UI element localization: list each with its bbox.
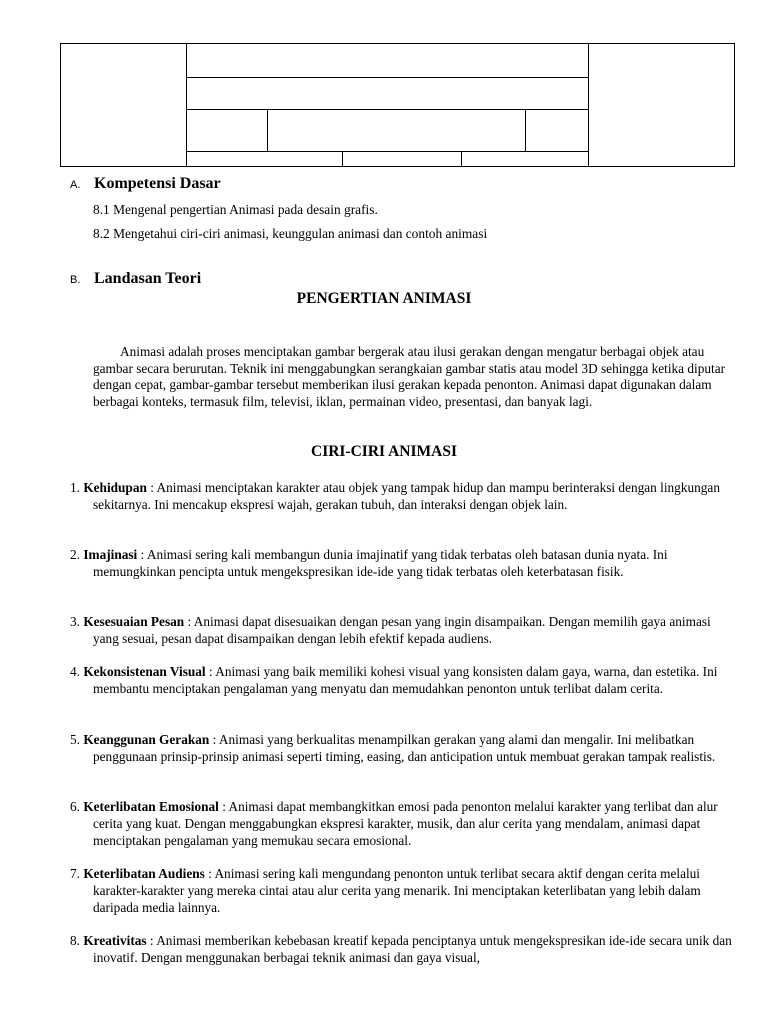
section-b-letter: B. <box>70 274 81 286</box>
section-b-heading <box>70 270 201 288</box>
pengertian-heading: PENGERTIAN ANIMASI <box>296 290 472 307</box>
ciri-item-8: 8. Kreativitas : Animasi memberikan kebebasan kreatif kepada penciptanya untuk mengekspresikan ide-ide secara unik dan inovatif. Dengan menggunakan berbagai teknik animasi dan gaya visual, <box>70 933 732 965</box>
section-b-title: Landasan Teori <box>94 270 202 287</box>
header-cell-row1 <box>186 43 589 78</box>
section-a-heading <box>70 175 221 193</box>
ciri-item-7: 7. Keterlibatan Audiens : Animasi sering kali mengundang penonton untuk terlibat secara aktif dengan cerita melalui karakter-karakter yang mereka cintai atau alur cerita yang menarik. Ini menciptakan keterlibatan yang lebih dalam daripada media lainnya. <box>70 866 701 915</box>
ciri-item-3: 3. Kesesuaian Pesan : Animasi dapat disesuaikan dengan pesan yang ingin disampaikan. Dengan memilih gaya animasi yang sesuai, pesan dapat disampaikan dengan lebih efektif kepada audiens. <box>70 614 711 646</box>
header-cell-row3b <box>267 109 526 152</box>
header-cell-row4c <box>461 151 589 167</box>
kd-item-2: 8.2 Mengetahui ciri-ciri animasi, keunggulan animasi dan contoh animasi <box>93 226 488 241</box>
ciri-heading: CIRI-CIRI ANIMASI <box>311 443 457 460</box>
pengertian-paragraph: Animasi adalah proses menciptakan gambar bergerak atau ilusi gerakan dengan mengatur berbagai objek atau gambar secara berurutan. Teknik ini menggabungkan serangkaian gambar statis atau model 3D sehingga ketika diputar dengan cepat, gambar-gambar tersebut memberikan ilusi gerakan kepada penonton. Animasi dapat digunakan dalam berbagai konteks, termasuk film, televisi, iklan, permainan video, presentasi, dan banyak lagi. <box>93 344 726 409</box>
ciri-item-1: 1. Kehidupan : Animasi menciptakan karakter atau objek yang tampak hidup dan mampu berinteraksi dengan lingkungan sekitarnya. Ini mencakup ekspresi wajah, gerakan tubuh, dan interaksi dengan objek lain. <box>70 480 720 512</box>
kd-item-1: 8.1 Mengenal pengertian Animasi pada desain grafis. <box>93 202 378 217</box>
section-a-letter: A. <box>70 179 81 191</box>
ciri-item-5: 5. Keanggunan Gerakan : Animasi yang berkualitas menampilkan gerakan yang alami dan mengalir. Ini melibatkan penggunaan prinsip-prinsip animasi seperti timing, easing, dan anticipation untuk membuat gerakan tampak realistis. <box>70 732 716 764</box>
section-a-title: Kompetensi Dasar <box>94 175 221 192</box>
header-cell-logo <box>60 43 187 167</box>
header-table <box>60 43 735 167</box>
header-cell-row2 <box>186 77 589 110</box>
header-cell-row4a <box>186 151 343 167</box>
header-cell-row3c <box>525 109 589 152</box>
header-cell-row3a <box>186 109 268 152</box>
header-cell-right <box>588 43 735 167</box>
ciri-item-2: 2. Imajinasi : Animasi sering kali membangun dunia imajinatif yang tidak terbatas oleh batasan dunia nyata. Ini memungkinkan pencipta untuk mengekspresikan ide-ide yang tidak terbatas oleh keterbatasan fisik. <box>70 547 668 579</box>
header-cell-row4b <box>342 151 462 167</box>
ciri-item-6: 6. Keterlibatan Emosional : Animasi dapat membangkitkan emosi pada penonton melalui karakter yang terlibat dan alur cerita yang kuat. Dengan menggabungkan ekspresi karakter, musik, dan alur cerita yang mendalam, animasi dapat menciptakan pengalaman yang memukau secara emosional. <box>70 799 718 848</box>
ciri-item-4: 4. Kekonsistenan Visual : Animasi yang baik memiliki kohesi visual yang konsisten dalam gaya, warna, dan estetika. Ini membantu menciptakan pengalaman yang menyatu dan memudahkan penonton untuk terlibat dalam cerita. <box>70 664 718 696</box>
